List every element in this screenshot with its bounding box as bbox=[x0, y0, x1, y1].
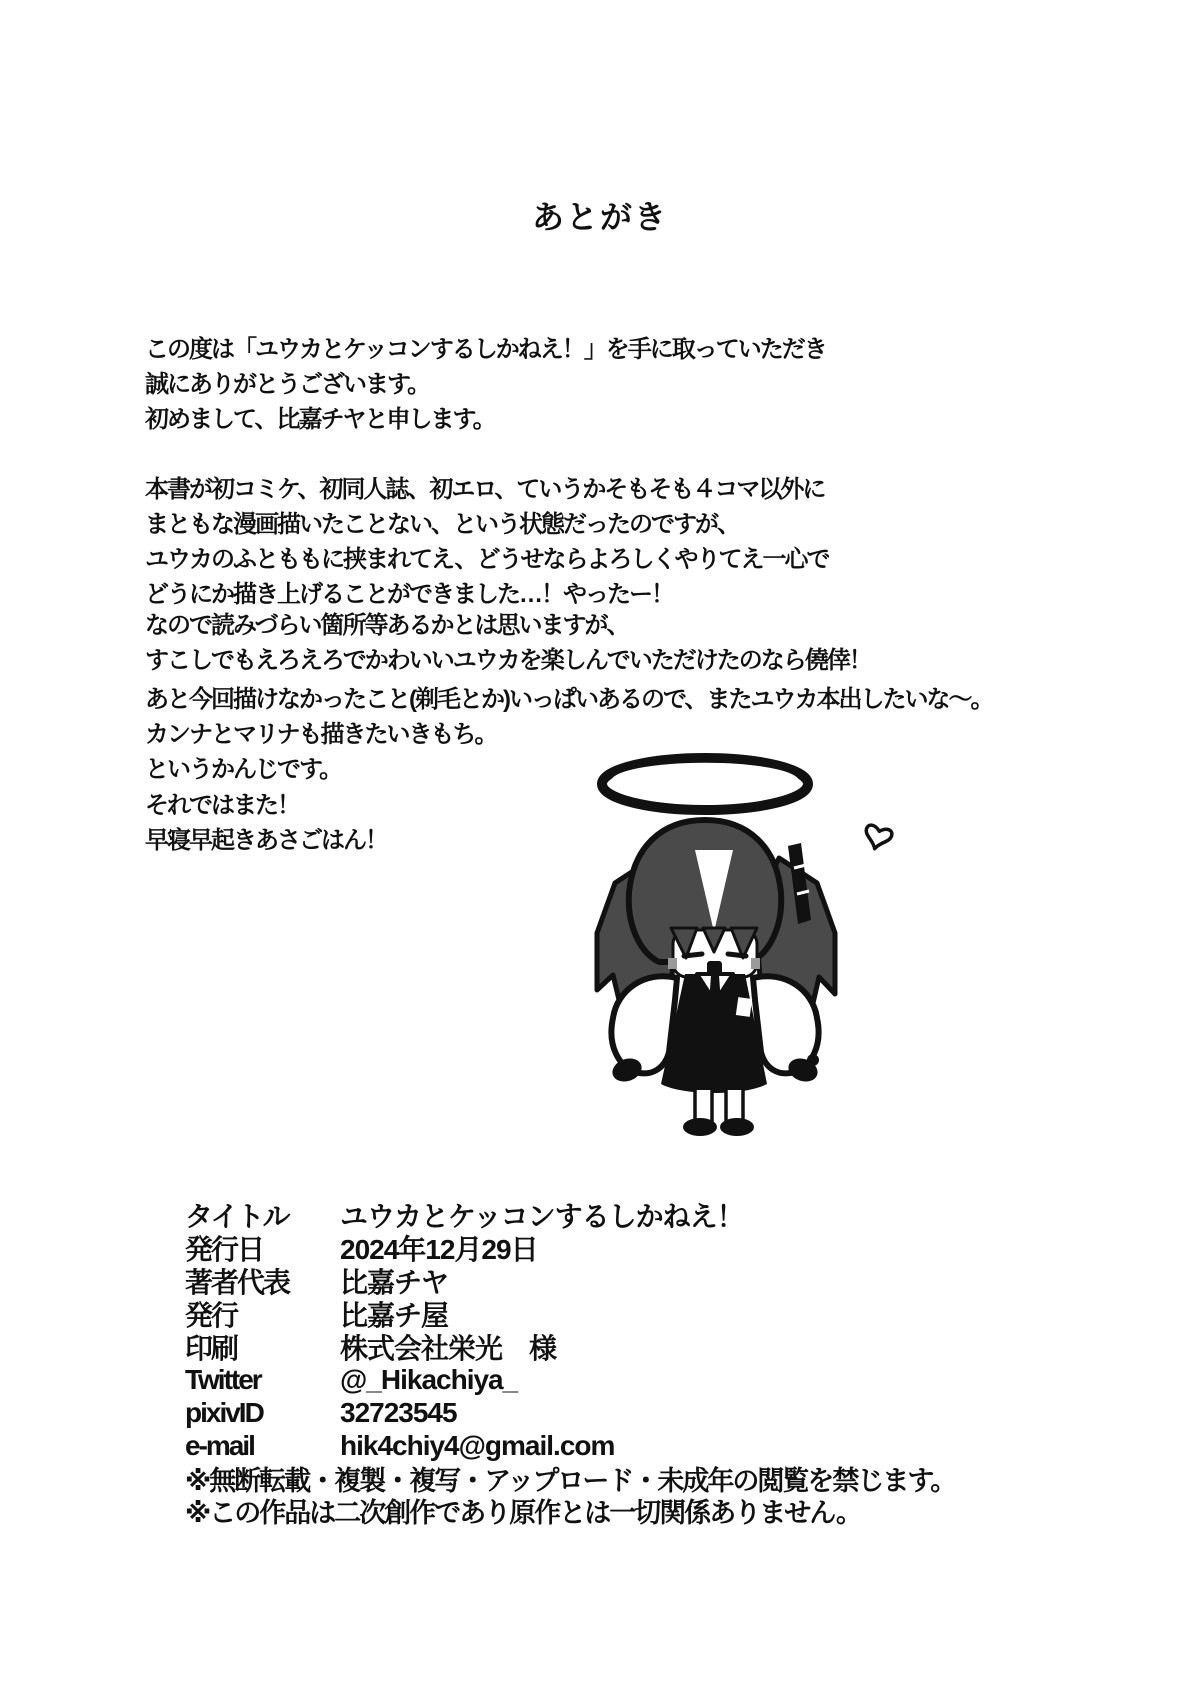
colophon-label: 発行日 bbox=[185, 1233, 264, 1265]
afterword-line: この度は「ユウカとケッコンするしかねえ！」を手に取っていただき bbox=[145, 336, 826, 363]
afterword-line: ユウカのふとももに挟まれてえ、どうせならよろしくやりてえ一心で bbox=[145, 546, 829, 573]
colophon-label: 著者代表 bbox=[185, 1266, 290, 1298]
colophon-row-publish-date bbox=[185, 1231, 1145, 1264]
pocket-detail bbox=[736, 997, 752, 1017]
colophon-value: 比嘉チ屋 bbox=[340, 1299, 449, 1331]
paragraph-hope-enjoyed bbox=[145, 608, 1045, 678]
colophon-label: Twitter bbox=[185, 1363, 261, 1395]
afterword-line: なので読みづらい箇所等あるかとは思いますが、 bbox=[145, 612, 629, 639]
afterword-line: まともな漫画描いたことない、という状態だったのですが、 bbox=[145, 511, 739, 538]
colophon-label: 印刷 bbox=[185, 1332, 238, 1364]
afterword-line: というかんじです。 bbox=[145, 756, 342, 783]
afterword-line: どうにか描き上げることができました…！やったー！ bbox=[145, 581, 673, 608]
shoe bbox=[720, 1118, 754, 1136]
colophon-value: 株式会社栄光 様 bbox=[340, 1332, 557, 1364]
left-eye bbox=[684, 954, 702, 956]
colophon-value: 比嘉チヤ bbox=[340, 1266, 449, 1298]
afterword-line: 本書が初コミケ、初同人誌、初エロ、ていうかそもそも４コマ以外に bbox=[145, 476, 825, 503]
paragraph-greeting bbox=[145, 332, 1045, 437]
afterword-line: それではまた！ bbox=[145, 792, 299, 819]
right-eye bbox=[728, 954, 746, 956]
chibi-character-illustration bbox=[545, 698, 905, 1143]
derivative-work-note: ※この作品は二次創作であり原作とは一切関係ありません。 bbox=[185, 1497, 861, 1528]
colophon-label: 発行 bbox=[185, 1299, 238, 1331]
colophon bbox=[185, 1198, 1145, 1526]
afterword-line: カンナとマリナも描きたいきもち。 bbox=[145, 721, 497, 748]
shoe bbox=[683, 1118, 717, 1136]
paragraph-first-book bbox=[145, 472, 1045, 612]
halo-icon bbox=[602, 758, 808, 810]
colophon-row-printer bbox=[185, 1330, 1145, 1363]
colophon-value: @_Hikachiya_ bbox=[340, 1363, 518, 1395]
uniform-body bbox=[609, 974, 821, 1093]
colophon-row-twitter bbox=[185, 1363, 1145, 1396]
colophon-value: 2024年12月29日 bbox=[340, 1233, 538, 1265]
afterword-line: 早寝早起きあさごはん！ bbox=[145, 827, 387, 854]
afterword-line: すこしでもえろえろでかわいいユウカを楽しんでいただけたのなら僥倖！ bbox=[145, 647, 871, 674]
colophon-label: pixivID bbox=[185, 1396, 263, 1428]
colophon-value: hik4chiy4@gmail.com bbox=[340, 1429, 615, 1461]
colophon-row-title bbox=[185, 1198, 1145, 1231]
colophon-row-pixiv bbox=[185, 1396, 1145, 1429]
colophon-value: 32723545 bbox=[340, 1396, 457, 1428]
blush-mark bbox=[751, 958, 760, 969]
legs bbox=[683, 1090, 754, 1136]
afterword-line: あと今回描けなかったこと(剃毛とか)いっぱいあるので、またユウカ本出したいな～。 bbox=[145, 686, 993, 713]
afterword-line: 誠にありがとうございます。 bbox=[145, 371, 430, 398]
blush-mark bbox=[668, 958, 677, 969]
colophon-value: ユウカとケッコンするしかねえ！ bbox=[340, 1200, 744, 1232]
colophon-row-email bbox=[185, 1429, 1145, 1462]
colophon-label: タイトル bbox=[185, 1200, 289, 1232]
heart-icon bbox=[862, 824, 893, 852]
colophon-row-author bbox=[185, 1264, 1145, 1297]
afterword-line: 初めまして、比嘉チヤと申します。 bbox=[145, 406, 495, 433]
colophon-label: e-mail bbox=[185, 1429, 254, 1461]
copyright-note: ※無断転載・複製・複写・アップロード・未成年の閲覧を禁じます。 bbox=[185, 1465, 956, 1496]
colophon-row-publisher bbox=[185, 1297, 1145, 1330]
page-title: あとがき bbox=[531, 199, 668, 235]
